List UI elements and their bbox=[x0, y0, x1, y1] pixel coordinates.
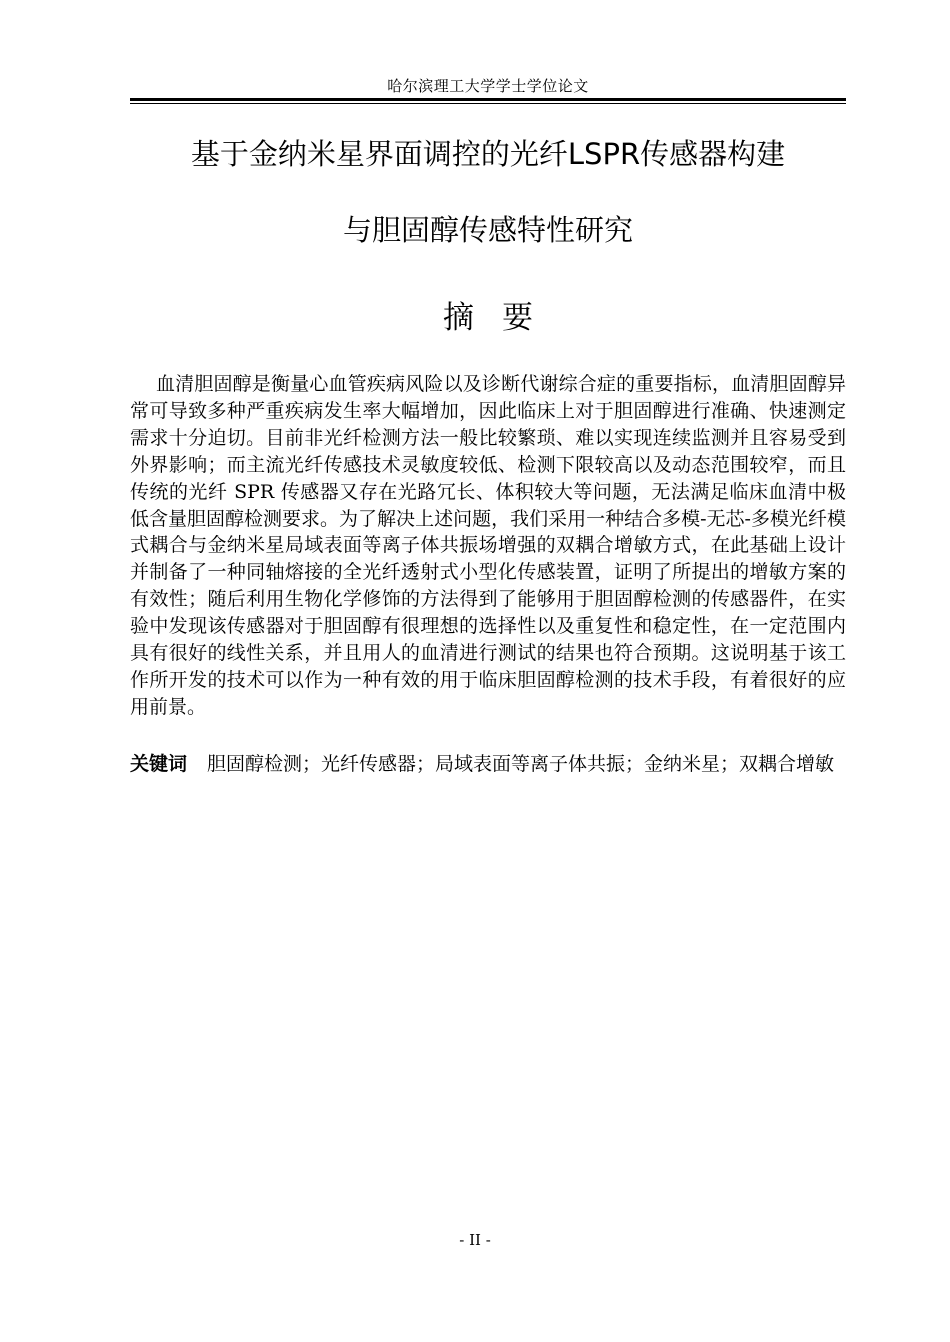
thesis-title-line-1: 基于金纳米星界面调控的光纤LSPR传感器构建 bbox=[190, 137, 786, 171]
header-rule-thick bbox=[130, 98, 846, 101]
keywords-text: 胆固醇检测；光纤传感器；局域表面等离子体共振；金纳米星；双耦合增敏 bbox=[207, 753, 835, 775]
running-header: 哈尔滨理工大学学士学位论文 bbox=[387, 77, 589, 95]
abstract-heading: 摘要 bbox=[443, 300, 561, 336]
header-rule-thin bbox=[130, 103, 846, 104]
keywords bbox=[130, 751, 846, 778]
page-number: - II - bbox=[459, 1231, 491, 1249]
keywords-label: 关键词 bbox=[130, 753, 188, 775]
abstract-body: 血清胆固醇是衡量心血管疾病风险以及诊断代谢综合症的重要指标，血清胆固醇异常可导致多种严重疾病发生率大幅增加，因此临床上对于胆固醇进行准确、快速测定需求十分迫切。目前非光纤检测方法一般比较繁琐、难以实现连续监测并且容易受到外界影响；而主流光纤传感技术灵敏度较低、检测下限较高以及动态范围较窄，而且传统的光纤 SPR 传感器又存在光路冗长、体积较大等问题，无法满足临床血清中极低含量胆固醇检测要求。为了解决上述问题，我们采用一种结合多模-无芯-多模光纤模式耦合与金纳米星局域表面等离子体共振场增强的双耦合增敏方式，在此基础上设计并制备了一种同轴熔接的全光纤透射式小型化传感装置，证明了所提出的增敏方案的有效性；随后利用生物化学修饰的方法得到了能够用于胆固醇检测的传感器件，在实验中发现该传感器对于胆固醇有很理想的选择性以及重复性和稳定性，在一定范围内具有很好的线性关系，并且用人的血清进行测试的结果也符合预期。这说明基于该工作所开发的技术可以作为一种有效的用于临床胆固醇检测的技术手段，有着很好的应用前景。 bbox=[130, 373, 846, 718]
thesis-title-line-2: 与胆固醇传感特性研究 bbox=[342, 213, 633, 247]
